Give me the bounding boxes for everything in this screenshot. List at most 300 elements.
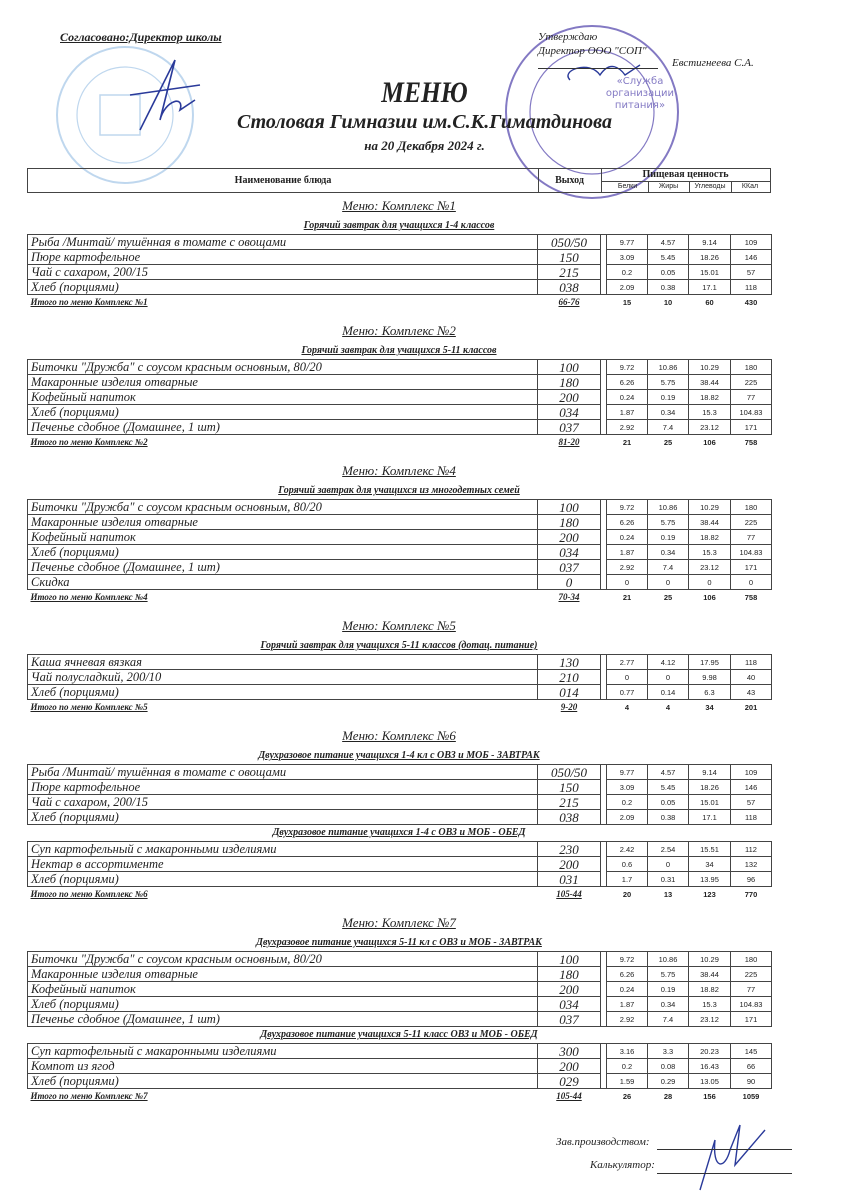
dish-yield: 200 [538, 982, 601, 997]
production-head-line [657, 1149, 792, 1150]
dish-yield: 038 [538, 280, 601, 295]
group-subtitle-text: Двухразовое питание учащихся 1-4 кл с ОВЗ и МОБ - ЗАВТРАК [258, 750, 540, 761]
dish-kcal: 109 [731, 235, 772, 250]
total-fats: 13 [663, 889, 673, 899]
dish-proteins: 0 [607, 575, 648, 590]
dish-kcal: 77 [731, 982, 772, 997]
section-title-text: Меню: Комплекс №2 [342, 323, 456, 338]
table-row [28, 375, 772, 390]
total-kcal: 770 [744, 889, 758, 899]
dish-proteins: 9.72 [607, 360, 648, 375]
dish-carbs: 18.82 [689, 982, 731, 997]
table-row [28, 765, 772, 780]
dish-proteins: 0 [607, 670, 648, 685]
dish-yield: 215 [538, 795, 601, 810]
total-price [538, 700, 601, 715]
total-label-text: Итого по меню Комплекс №7 [30, 1090, 148, 1101]
table-row [28, 530, 772, 545]
dish-kcal: 180 [731, 360, 772, 375]
section-title [27, 461, 771, 483]
total-price-text: 9-20 [560, 701, 578, 712]
dish-proteins: 3.09 [607, 780, 648, 795]
menu-section [27, 321, 771, 449]
dish-kcal: 118 [731, 810, 772, 825]
dish-carbs: 17.1 [689, 280, 731, 295]
signature-line [538, 68, 658, 69]
dish-fats: 7.4 [648, 560, 689, 575]
dish-yield: 034 [538, 405, 601, 420]
dish-kcal: 57 [731, 795, 772, 810]
dish-fats: 0.38 [648, 810, 689, 825]
dish-carbs: 15.51 [689, 842, 731, 857]
dish-kcal: 90 [731, 1074, 772, 1089]
dish-kcal: 0 [731, 575, 772, 590]
dish-yield: 031 [538, 872, 601, 887]
dish-kcal: 109 [731, 765, 772, 780]
dish-fats: 5.75 [648, 515, 689, 530]
menu-table [27, 499, 772, 604]
dish-proteins: 0.24 [607, 390, 648, 405]
table-row [28, 670, 772, 685]
dish-carbs: 38.44 [689, 375, 731, 390]
table-row [28, 952, 772, 967]
table-header [27, 168, 771, 193]
dish-proteins: 6.26 [607, 515, 648, 530]
dish-fats: 5.45 [648, 780, 689, 795]
total-proteins: 20 [622, 889, 632, 899]
dish-yield: 038 [538, 810, 601, 825]
total-fats: 10 [663, 297, 673, 307]
total-label-text: Итого по меню Комплекс №2 [30, 436, 148, 447]
confirm-label: Утверждаю [538, 31, 598, 43]
production-head-signature [556, 1136, 650, 1148]
menu-table [27, 764, 772, 825]
dish-name: Печенье сдобное (Домашнее, 1 шт) [28, 1012, 538, 1027]
dish-name: Каша ячневая вязкая [28, 655, 538, 670]
dish-name: Печенье сдобное (Домашнее, 1 шт) [28, 560, 538, 575]
dish-carbs: 15.3 [689, 545, 731, 560]
menu-table [27, 951, 772, 1027]
dish-name: Нектар в ассортименте [28, 857, 538, 872]
dish-yield: 180 [538, 967, 601, 982]
menu-date: на 20 Декабря 2024 г. [364, 138, 485, 153]
dish-name: Хлеб (порциями) [28, 405, 538, 420]
table-row [28, 265, 772, 280]
table-row [28, 1059, 772, 1074]
page-title: МЕНЮ [381, 76, 468, 109]
total-proteins: 21 [622, 437, 632, 447]
dish-fats: 0.14 [648, 685, 689, 700]
total-price-text: 70-34 [558, 591, 580, 602]
menu-table [27, 234, 772, 309]
dish-proteins: 9.72 [607, 500, 648, 515]
total-price-text: 105-44 [556, 1090, 582, 1101]
dish-carbs: 20.23 [689, 1044, 731, 1059]
dish-kcal: 171 [731, 420, 772, 435]
dish-proteins: 2.09 [607, 280, 648, 295]
dish-fats: 0 [648, 575, 689, 590]
dish-name: Хлеб (порциями) [28, 685, 538, 700]
dish-name: Пюре картофельное [28, 780, 538, 795]
dish-kcal: 145 [731, 1044, 772, 1059]
dish-yield: 037 [538, 420, 601, 435]
dish-proteins: 9.72 [607, 952, 648, 967]
dish-proteins: 2.09 [607, 810, 648, 825]
dish-carbs: 38.44 [689, 967, 731, 982]
total-proteins: 21 [622, 592, 632, 602]
dish-name: Рыба /Минтай/ тушённая в томате с овощами [28, 235, 538, 250]
dish-yield: 180 [538, 515, 601, 530]
total-kcal: 1059 [742, 1091, 760, 1101]
section-title [27, 321, 771, 343]
dish-yield: 029 [538, 1074, 601, 1089]
dish-carbs: 23.12 [689, 560, 731, 575]
dish-kcal: 43 [731, 685, 772, 700]
group-subtitle-text: Горячий завтрак для учащихся 1-4 классов [303, 220, 495, 231]
dish-proteins: 1.87 [607, 545, 648, 560]
total-label [28, 295, 538, 310]
dish-kcal: 225 [731, 375, 772, 390]
total-fats: 28 [663, 1091, 673, 1101]
table-row [28, 982, 772, 997]
total-price-text: 66-76 [558, 296, 580, 307]
dish-carbs: 23.12 [689, 420, 731, 435]
dish-fats: 5.75 [648, 375, 689, 390]
header-nutrition: Пищевая ценность [601, 169, 770, 182]
dish-carbs: 13.95 [689, 872, 731, 887]
section-title-text: Меню: Комплекс №1 [342, 198, 456, 213]
dish-yield: 200 [538, 390, 601, 405]
group-subtitle [27, 218, 771, 234]
total-row [28, 700, 772, 715]
menu-section [27, 913, 771, 1103]
total-label-text: Итого по меню Комплекс №1 [30, 296, 148, 307]
total-label [28, 700, 538, 715]
dish-proteins: 0.2 [607, 265, 648, 280]
table-row [28, 280, 772, 295]
group-subtitle-text: Горячий завтрак для учащихся 5-11 классов [301, 345, 497, 356]
menu-section [27, 726, 771, 901]
dish-proteins: 0.24 [607, 982, 648, 997]
dish-kcal: 146 [731, 780, 772, 795]
dish-carbs: 38.44 [689, 515, 731, 530]
dish-yield: 300 [538, 1044, 601, 1059]
section-title [27, 196, 771, 218]
dish-kcal: 118 [731, 280, 772, 295]
dish-yield: 100 [538, 952, 601, 967]
footer-signature [700, 1125, 765, 1190]
dish-kcal: 77 [731, 390, 772, 405]
dish-kcal: 180 [731, 952, 772, 967]
dish-fats: 10.86 [648, 952, 689, 967]
dish-carbs: 10.29 [689, 952, 731, 967]
dish-carbs: 10.29 [689, 500, 731, 515]
dish-fats: 0.34 [648, 997, 689, 1012]
director-label: Директор ООО "СОП" [538, 45, 647, 57]
dish-kcal: 132 [731, 857, 772, 872]
total-proteins: 4 [624, 702, 630, 712]
dish-yield: 0 [538, 575, 601, 590]
dish-name: Макаронные изделия отварные [28, 515, 538, 530]
dish-proteins: 9.77 [607, 765, 648, 780]
menu-table [27, 359, 772, 449]
total-fats: 4 [665, 702, 671, 712]
dish-name: Хлеб (порциями) [28, 810, 538, 825]
total-kcal: 758 [744, 437, 758, 447]
dish-proteins: 2.92 [607, 420, 648, 435]
dish-fats: 0.19 [648, 530, 689, 545]
group-subtitle-text: Горячий завтрак для учащихся 5-11 классов (дотац. питание) [260, 640, 538, 651]
svg-text:организации: организации [605, 88, 675, 99]
total-row [28, 887, 772, 902]
dish-name: Кофейный напиток [28, 390, 538, 405]
dish-carbs: 6.3 [689, 685, 731, 700]
dish-name: Печенье сдобное (Домашнее, 1 шт) [28, 420, 538, 435]
dish-carbs: 10.29 [689, 360, 731, 375]
dish-kcal: 180 [731, 500, 772, 515]
header-name: Наименование блюда [28, 169, 539, 192]
dish-fats: 3.3 [648, 1044, 689, 1059]
dish-fats: 5.45 [648, 250, 689, 265]
section-title [27, 913, 771, 935]
group-subtitle [27, 1027, 771, 1043]
total-proteins: 15 [622, 297, 632, 307]
total-label [28, 887, 538, 902]
table-row [28, 967, 772, 982]
dish-proteins: 3.09 [607, 250, 648, 265]
dish-proteins: 2.92 [607, 1012, 648, 1027]
dish-carbs: 0 [689, 575, 731, 590]
dish-name: Хлеб (порциями) [28, 1074, 538, 1089]
table-row [28, 405, 772, 420]
dish-yield: 150 [538, 780, 601, 795]
dish-proteins: 0.2 [607, 795, 648, 810]
dish-fats: 0.38 [648, 280, 689, 295]
canteen-name: Столовая Гимназии им.С.К.Гиматдинова [237, 111, 612, 133]
dish-name: Скидка [28, 575, 538, 590]
dish-yield: 037 [538, 560, 601, 575]
table-row [28, 1044, 772, 1059]
menu-section [27, 616, 771, 714]
dish-fats: 10.86 [648, 360, 689, 375]
dish-carbs: 17.95 [689, 655, 731, 670]
dish-yield: 034 [538, 997, 601, 1012]
group-subtitle [27, 483, 771, 499]
dish-yield: 034 [538, 545, 601, 560]
header-kcal: ККал [741, 183, 759, 190]
dish-name: Чай с сахаром, 200/15 [28, 795, 538, 810]
dish-kcal: 66 [731, 1059, 772, 1074]
dish-fats: 0.05 [648, 795, 689, 810]
production-head-label: Зав.производством: [556, 1136, 650, 1148]
dish-proteins: 0.24 [607, 530, 648, 545]
calculator-signature [590, 1159, 655, 1171]
total-kcal: 758 [744, 592, 758, 602]
dish-name: Чай полусладкий, 200/10 [28, 670, 538, 685]
dish-carbs: 15.01 [689, 265, 731, 280]
dish-fats: 0 [648, 857, 689, 872]
dish-proteins: 1.87 [607, 405, 648, 420]
section-title [27, 726, 771, 748]
table-row [28, 390, 772, 405]
dish-kcal: 225 [731, 515, 772, 530]
total-price-text: 81-20 [558, 436, 580, 447]
dish-yield: 200 [538, 1059, 601, 1074]
dish-name: Биточки "Дружба" с соусом красным основным, 80/20 [28, 952, 538, 967]
section-title-text: Меню: Комплекс №5 [342, 618, 456, 633]
section-title-text: Меню: Комплекс №6 [342, 728, 456, 743]
dish-fats: 0 [648, 670, 689, 685]
dish-name: Суп картофельный с макаронными изделиями [28, 842, 538, 857]
dish-fats: 7.4 [648, 420, 689, 435]
confirmed-block [538, 30, 647, 58]
dish-yield: 215 [538, 265, 601, 280]
total-price [538, 887, 601, 902]
header-fats: Жиры [648, 181, 690, 192]
dish-kcal: 171 [731, 560, 772, 575]
menu-section [27, 461, 771, 604]
dish-carbs: 15.3 [689, 997, 731, 1012]
dish-fats: 0.05 [648, 265, 689, 280]
table-row [28, 500, 772, 515]
total-row [28, 1089, 772, 1104]
dish-kcal: 104.83 [731, 545, 772, 560]
section-title [27, 616, 771, 638]
approved-by-label: Согласовано:Директор школы [60, 30, 222, 44]
dish-carbs: 9.14 [689, 765, 731, 780]
dish-name: Хлеб (порциями) [28, 545, 538, 560]
total-kcal: 201 [744, 702, 758, 712]
total-label-text: Итого по меню Комплекс №4 [30, 591, 148, 602]
table-row [28, 250, 772, 265]
group-subtitle [27, 935, 771, 951]
dish-fats: 0.29 [648, 1074, 689, 1089]
table-row [28, 655, 772, 670]
dish-yield: 210 [538, 670, 601, 685]
dish-carbs: 9.14 [689, 235, 731, 250]
dish-yield: 037 [538, 1012, 601, 1027]
dish-fats: 4.57 [648, 765, 689, 780]
total-fats: 25 [663, 592, 673, 602]
total-price [538, 1089, 601, 1104]
dish-name: Кофейный напиток [28, 982, 538, 997]
dish-yield: 014 [538, 685, 601, 700]
dish-carbs: 13.05 [689, 1074, 731, 1089]
dish-proteins: 0.77 [607, 685, 648, 700]
dish-carbs: 18.82 [689, 530, 731, 545]
dish-carbs: 18.26 [689, 250, 731, 265]
group-subtitle [27, 748, 771, 764]
dish-proteins: 0.2 [607, 1059, 648, 1074]
dish-proteins: 0.6 [607, 857, 648, 872]
dish-yield: 150 [538, 250, 601, 265]
table-row [28, 795, 772, 810]
dish-kcal: 171 [731, 1012, 772, 1027]
total-label [28, 590, 538, 605]
total-carbs: 34 [705, 702, 714, 712]
dish-name: Биточки "Дружба" с соусом красным основным, 80/20 [28, 500, 538, 515]
dish-fats: 4.12 [648, 655, 689, 670]
total-label [28, 435, 538, 450]
dish-kcal: 77 [731, 530, 772, 545]
dish-carbs: 15.3 [689, 405, 731, 420]
total-carbs: 106 [703, 437, 716, 447]
dish-name: Пюре картофельное [28, 250, 538, 265]
group-subtitle-text: Двухразовое питание учащихся 5-11 класс ОВЗ и МОБ - ОБЕД [260, 1029, 538, 1040]
dish-proteins: 9.77 [607, 235, 648, 250]
dish-kcal: 118 [731, 655, 772, 670]
table-row [28, 575, 772, 590]
dish-proteins: 2.92 [607, 560, 648, 575]
total-row [28, 295, 772, 310]
dish-proteins: 6.26 [607, 967, 648, 982]
total-label-text: Итого по меню Комплекс №6 [30, 888, 148, 899]
dish-fats: 0.19 [648, 982, 689, 997]
dish-yield: 100 [538, 500, 601, 515]
dish-yield: 130 [538, 655, 601, 670]
dish-carbs: 18.82 [689, 390, 731, 405]
dish-name: Макаронные изделия отварные [28, 967, 538, 982]
total-carbs: 123 [703, 889, 716, 899]
dish-yield: 230 [538, 842, 601, 857]
dish-carbs: 23.12 [689, 1012, 731, 1027]
table-row [28, 420, 772, 435]
total-price [538, 295, 601, 310]
dish-name: Макаронные изделия отварные [28, 375, 538, 390]
table-row [28, 872, 772, 887]
group-subtitle-text: Двухразовое питание учащихся 1-4 с ОВЗ и МОБ - ОБЕД [272, 827, 526, 838]
dish-kcal: 146 [731, 250, 772, 265]
dish-yield: 050/50 [538, 765, 601, 780]
header-yield: Выход [538, 169, 602, 192]
menu-sections [27, 196, 771, 1115]
dish-fats: 0.08 [648, 1059, 689, 1074]
dish-name: Хлеб (порциями) [28, 872, 538, 887]
dish-yield: 180 [538, 375, 601, 390]
group-subtitle-text: Двухразовое питание учащихся 5-11 кл с ОВЗ и МОБ - ЗАВТРАК [256, 937, 542, 948]
table-row [28, 235, 772, 250]
section-title-text: Меню: Комплекс №4 [342, 463, 456, 478]
dish-fats: 4.57 [648, 235, 689, 250]
total-fats: 25 [663, 437, 673, 447]
table-row [28, 1012, 772, 1027]
header-carbs: Углеводы [689, 181, 732, 192]
menu-table [27, 654, 772, 714]
dish-kcal: 104.83 [731, 997, 772, 1012]
total-carbs: 60 [705, 297, 714, 307]
table-row [28, 810, 772, 825]
table-row [28, 780, 772, 795]
dish-name: Биточки "Дружба" с соусом красным основным, 80/20 [28, 360, 538, 375]
group-subtitle [27, 343, 771, 359]
table-row [28, 857, 772, 872]
dish-kcal: 104.83 [731, 405, 772, 420]
dish-carbs: 17.1 [689, 810, 731, 825]
dish-proteins: 1.7 [607, 872, 648, 887]
director-name: Евстигнеева С.А. [672, 57, 754, 69]
dish-yield: 100 [538, 360, 601, 375]
table-row [28, 360, 772, 375]
dish-name: Суп картофельный с макаронными изделиями [28, 1044, 538, 1059]
calculator-label: Калькулятор: [590, 1159, 655, 1171]
menu-table [27, 841, 772, 901]
group-subtitle [27, 638, 771, 654]
total-carbs: 106 [703, 592, 716, 602]
menu-table [27, 1043, 772, 1103]
dish-proteins: 2.77 [607, 655, 648, 670]
total-row [28, 435, 772, 450]
dish-kcal: 112 [731, 842, 772, 857]
